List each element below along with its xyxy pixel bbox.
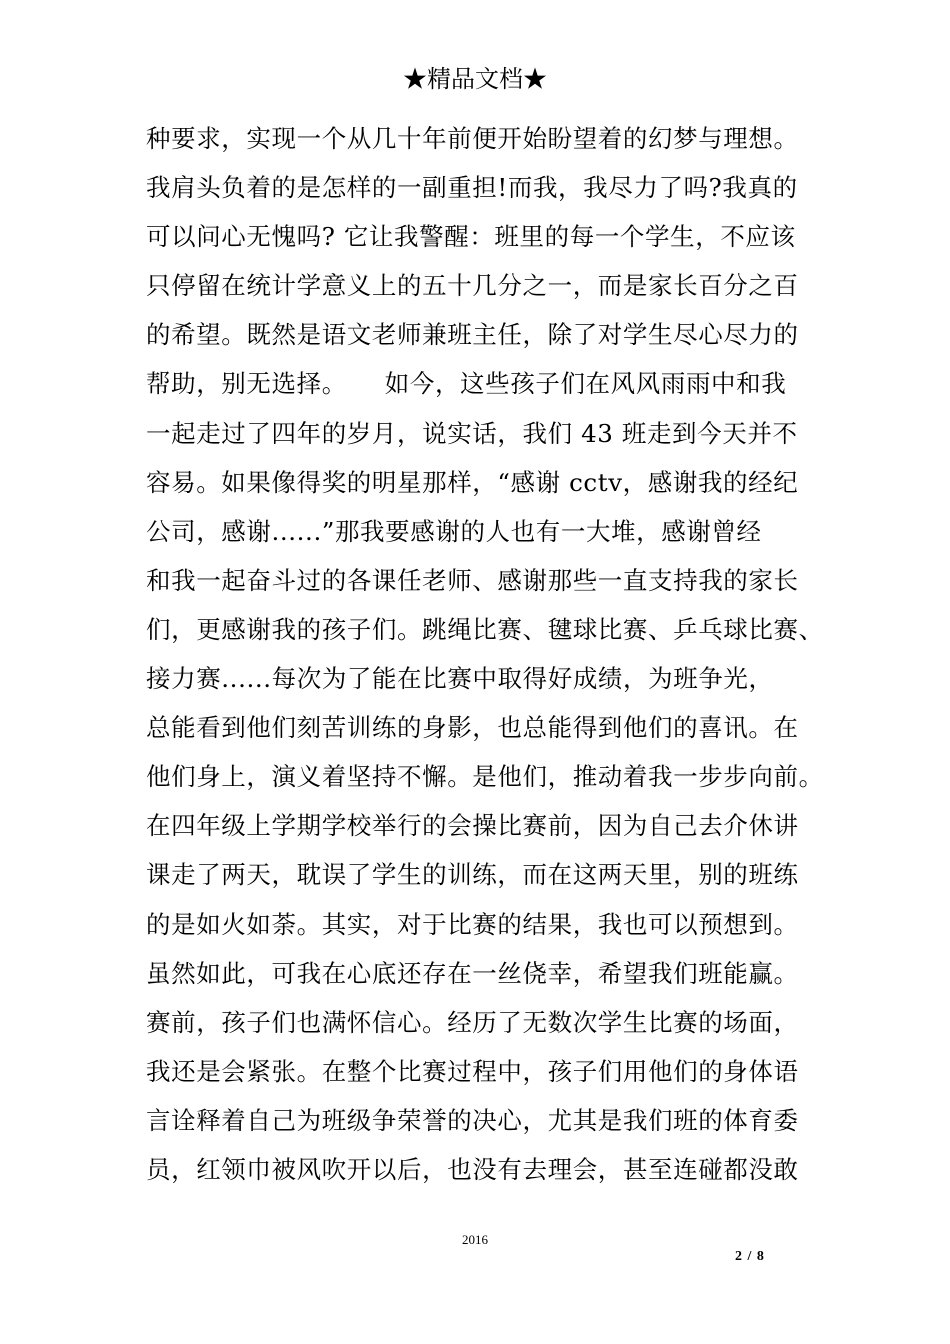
text-line: 帮助，别无选择。 如今，这些孩子们在风风雨雨中和我 [146,369,787,399]
text-line: 只停留在统计学意义上的五十几分之一，而是家长百分之百 [146,271,799,301]
text-line: 虽然如此，可我在心底还存在一丝侥幸，希望我们班能赢。 [146,958,799,988]
text-line: 一起走过了四年的岁月，说实话，我们 43 班走到今天并不 [146,418,798,448]
document-body [146,114,824,1194]
text-line: 员，红领巾被风吹开以后，也没有去理会，甚至连碰都没敢 [146,1154,799,1184]
text-line: 可以问心无愧吗? 它让我警醒：班里的每一个学生，不应该 [146,222,796,252]
text-line: 容易。如果像得奖的明星那样，“感谢 cctv，感谢我的经纪 [146,467,799,497]
text-line: 言诠释着自己为班级争荣誉的决心，尤其是我们班的体育委 [146,1105,799,1135]
page-number: 2 / 8 [735,1249,764,1264]
page-header-title: ★精品文档★ [403,65,547,93]
text-line: 我肩头负着的是怎样的一副重担!而我，我尽力了吗?我真的 [146,173,798,203]
text-line: 接力赛......每次为了能在比赛中取得好成绩，为班争光， [146,664,774,694]
text-line: 课走了两天，耽误了学生的训练，而在这两天里，别的班练 [146,860,799,890]
text-line: 们，更感谢我的孩子们。跳绳比赛、毽球比赛、乒乓球比赛、 [146,614,824,644]
text-line: 种要求，实现一个从几十年前便开始盼望着的幻梦与理想。 [146,124,799,153]
text-line: 的是如火如荼。其实，对于比赛的结果，我也可以预想到。 [146,909,799,939]
text-line: 我还是会紧张。在整个比赛过程中，孩子们用他们的身体语 [146,1056,799,1086]
text-line: 在四年级上学期学校举行的会操比赛前，因为自己去介休讲 [146,811,799,841]
text-line: 和我一起奋斗过的各课任老师、感谢那些一直支持我的家长 [146,565,799,595]
footer-year: 2016 [462,1232,488,1247]
text-line: 总能看到他们刻苦训练的身影，也总能得到他们的喜讯。在 [146,713,799,743]
text-line: 赛前，孩子们也满怀信心。经历了无数次学生比赛的场面， [146,1007,799,1037]
text-line: 的希望。既然是语文老师兼班主任，除了对学生尽心尽力的 [146,320,799,350]
text-line: 公司，感谢......”那我要感谢的人也有一大堆，感谢曾经 [146,516,762,546]
text-line: 他们身上，演义着坚持不懈。是他们，推动着我一步步向前。 [146,762,824,792]
